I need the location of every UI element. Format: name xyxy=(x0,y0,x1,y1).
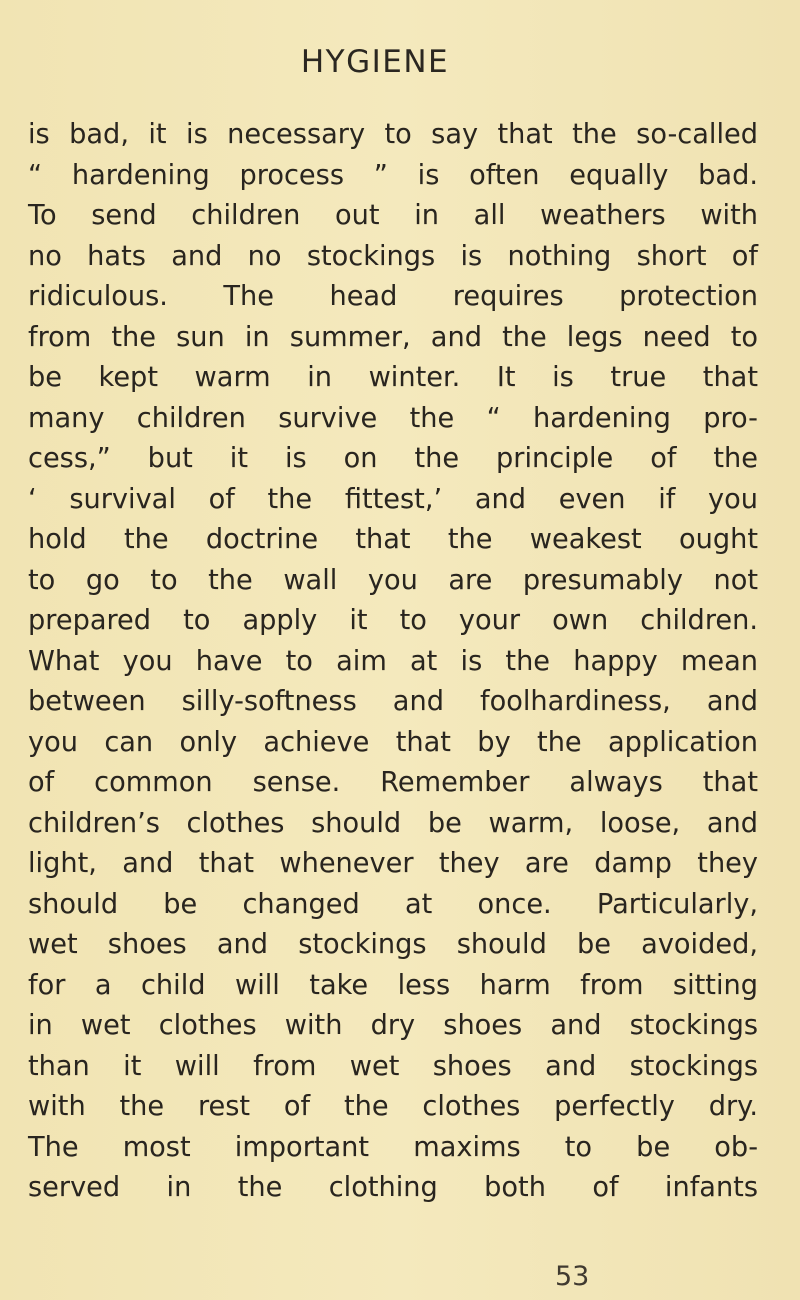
text-line-24: than it will from wet shoes and stockings xyxy=(28,1050,758,1082)
text-line-16: you can only achieve that by the application xyxy=(28,726,758,758)
text-line-12: to go to the wall you are presumably not xyxy=(28,564,758,596)
body-text xyxy=(28,115,758,1209)
text-line-26: The most important maxims to be ob- xyxy=(28,1131,758,1163)
text-line-15: between silly-softness and foolhardiness, and xyxy=(28,686,758,717)
text-line-11: hold the doctrine that the weakest ought xyxy=(28,524,758,555)
text-line-6: from the sun in summer, and the legs need to xyxy=(28,321,758,353)
text-line-22: for a child will take less harm from sitting xyxy=(28,969,758,1001)
page-number: 53 xyxy=(555,1261,590,1292)
text-line-21: wet shoes and stockings should be avoided, xyxy=(28,929,758,960)
text-line-2: “ hardening process ” is often equally bad. xyxy=(28,159,758,191)
text-line-3: To send children out in all weathers with xyxy=(28,200,758,231)
text-line-19: light, and that whenever they are damp they xyxy=(28,848,758,879)
text-line-13: prepared to apply it to your own children. xyxy=(28,605,758,636)
text-line-18: children’s clothes should be warm, loose, and xyxy=(28,807,758,839)
running-head-title: HYGIENE xyxy=(300,44,450,80)
text-line-10: ‘ survival of the fittest,’ and even if you xyxy=(28,483,758,515)
text-line-20: should be changed at once. Particularly, xyxy=(28,888,758,920)
text-line-14: What you have to aim at is the happy mean xyxy=(28,645,758,677)
text-line-8: many children survive the “ hardening pro- xyxy=(28,402,758,434)
text-line-4: no hats and no stockings is nothing short of xyxy=(28,240,758,272)
text-line-5: ridiculous. The head requires protection xyxy=(28,281,758,312)
text-line-7: be kept warm in winter. It is true that xyxy=(28,362,758,393)
text-line-17: of common sense. Remember always that xyxy=(28,767,758,798)
text-line-9: cess,” but it is on the principle of the xyxy=(28,443,758,474)
text-line-1: is bad, it is necessary to say that the so-called xyxy=(28,119,758,150)
text-line-23: in wet clothes with dry shoes and stockings xyxy=(28,1010,758,1041)
text-line-25: with the rest of the clothes perfectly dry. xyxy=(28,1091,758,1122)
text-line-27: served in the clothing both of infants xyxy=(28,1172,758,1203)
